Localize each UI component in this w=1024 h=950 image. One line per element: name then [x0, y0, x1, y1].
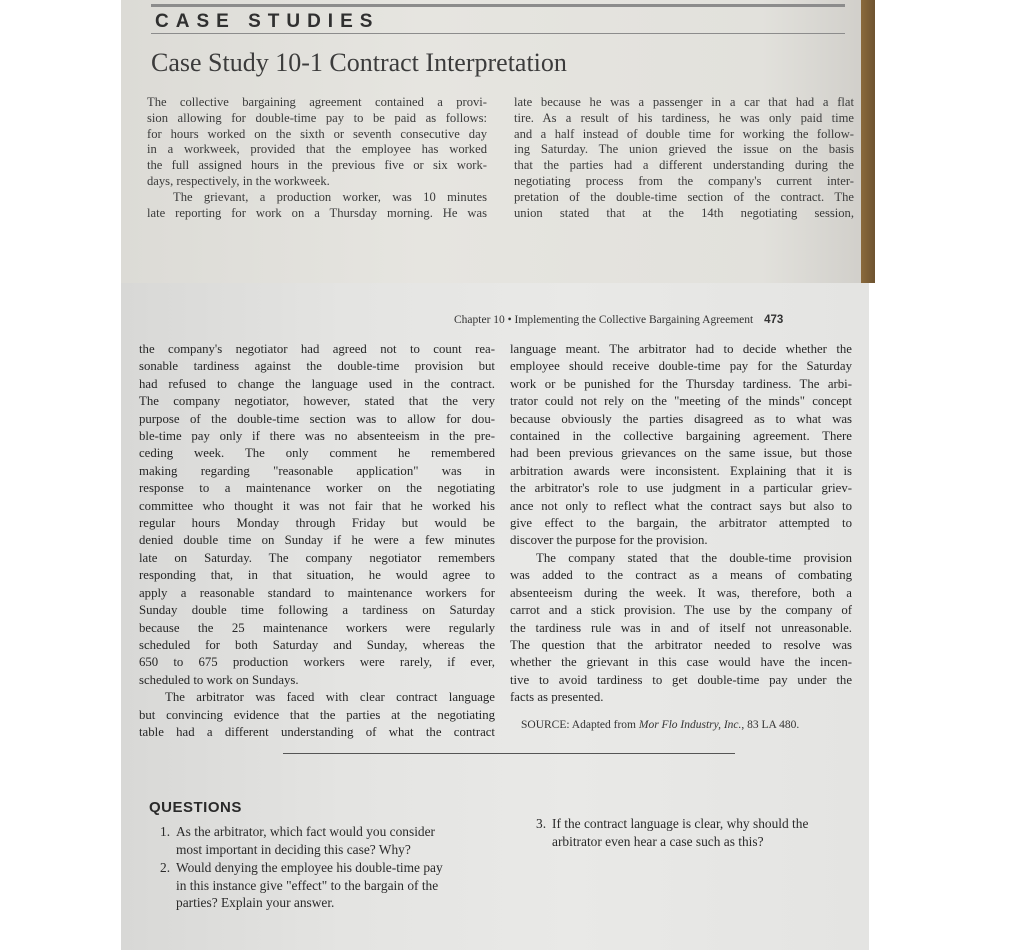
question-line: As the arbitrator, which fact would you consider: [176, 824, 436, 839]
section-heading: CASE STUDIES: [155, 11, 380, 32]
text-line: had been previous grievances on the same issue, but those: [510, 446, 852, 461]
question-1: [160, 823, 506, 858]
text-line: because the 25 maintenance workers were regularly: [139, 620, 495, 635]
source-label: SOURCE: Adapted from: [521, 719, 636, 731]
text-line: apply a reasonable standard to maintenance workers for: [139, 585, 495, 600]
text-line: the company's negotiator had agreed not to count rea-: [139, 342, 495, 356]
question-number: 3.: [536, 816, 547, 831]
question-line: If the contract language is clear, why should the: [552, 816, 809, 831]
text-line: late on Saturday. The company negotiator remembers: [139, 550, 495, 565]
text-line: sonable tardiness against the double-time provision but: [139, 359, 495, 374]
text-line: whether the grievant in this case would have the incen-: [510, 655, 852, 670]
text-line: the tardiness rule was in and of itself not unreasonable.: [510, 620, 852, 635]
text-line: late reporting for work on a Thursday morning. He was: [147, 205, 487, 220]
source-cite: , 83 LA 480.: [741, 719, 800, 731]
questions-heading: QUESTIONS: [149, 799, 242, 816]
source-citation: [521, 719, 799, 731]
text-line: tire. As a result of his tardiness, he was only paid time: [514, 110, 854, 125]
text-line: late because he was a passenger in a car that had a flat: [514, 95, 854, 109]
text-line: ceding week. The only comment he remembered: [139, 446, 495, 461]
text-line: ble-time pay only if there was no absenteeism in the pre-: [139, 429, 495, 444]
text-line: denied double time on Sunday if he were a few minutes: [139, 533, 495, 548]
question-line: in this instance give "effect" to the bargain of the: [176, 877, 439, 893]
text-line: that the parties had a different understanding during the: [514, 158, 854, 173]
question-2: [160, 859, 506, 912]
page-edge-shadow: [861, 0, 875, 283]
text-line: employee should receive double-time pay for the Saturday: [510, 359, 852, 374]
text-line: trator could not rely on the "meeting of the minds" concept: [510, 394, 852, 409]
question-number: 1.: [160, 824, 171, 839]
text-line: absenteeism during the week. It was, therefore, both a: [510, 585, 852, 600]
running-head-text: Chapter 10 • Implementing the Collective Bargaining Agreement: [454, 314, 754, 326]
text-line: the arbitrator's role to use judgment in a particular griev-: [510, 481, 852, 496]
text-line: arbitration awards were inconsistent. Explaining that it is: [510, 463, 852, 478]
text-line: discover the purpose for the provision.: [510, 533, 708, 548]
text-line: Sunday double time following a tardiness on Saturday: [139, 603, 495, 618]
running-head: [454, 314, 783, 326]
bottom-left-column: [139, 341, 495, 741]
bottom-right-column: [510, 341, 852, 707]
top-page-photo: [121, 0, 875, 283]
text-line: The question that the arbitrator needed to resolve was: [510, 637, 852, 652]
question-3: [536, 815, 862, 850]
text-line: The company negotiator, however, stated that the very: [139, 394, 495, 409]
text-line: contained in the collective bargaining agreement. There: [510, 429, 852, 444]
text-line: facts as presented.: [510, 690, 604, 705]
text-line: but convincing evidence that the parties at the negotiating: [139, 707, 495, 722]
text-line: work or be punished for the Thursday tardiness. The arbi-: [510, 376, 852, 391]
source-company: Mor Flo Industry, Inc.: [638, 719, 742, 731]
text-line: carrot and a stick provision. The use by the company of: [510, 603, 852, 618]
text-line: ing Saturday. The union grieved the issue on the basis: [514, 142, 854, 157]
bottom-page-photo: [121, 283, 869, 950]
text-line: making regarding "reasonable application" was in: [139, 463, 495, 478]
text-line: union stated that at the 14th negotiating session,: [514, 205, 854, 220]
text-line: The company stated that the double-time provision: [536, 550, 852, 565]
top-left-column: [147, 95, 487, 221]
text-line: purpose of the double-time section was to allow for dou-: [139, 411, 495, 426]
text-line: regular hours Monday through Friday but would be: [139, 516, 495, 531]
question-line: Would denying the employee his double-time pay: [176, 860, 443, 875]
text-line: The collective bargaining agreement contained a provi-: [147, 95, 487, 109]
page-number: 473: [764, 314, 784, 326]
question-number: 2.: [160, 860, 171, 875]
text-line: scheduled to work on Sundays.: [139, 672, 299, 687]
text-line: pretation of the double-time section of the contract. The: [514, 189, 854, 204]
text-line: because obviously the parties disagreed as to what was: [510, 411, 852, 426]
case-title: Case Study 10-1 Contract Interpretation: [151, 48, 567, 77]
text-line: The grievant, a production worker, was 10 minutes: [173, 189, 487, 204]
question-line: parties? Explain your answer.: [176, 895, 335, 911]
text-line: in a workweek, provided that the employee has worked: [147, 142, 487, 157]
section-rule: [151, 33, 845, 34]
text-line: 650 to 675 production workers were rarely, if ever,: [139, 655, 495, 670]
text-line: for hours worked on the sixth or seventh consecutive day: [147, 126, 487, 141]
text-line: table had a different understanding of what the contract: [139, 724, 495, 739]
top-right-column: [514, 95, 854, 221]
text-line: had refused to change the language used in the contract.: [139, 376, 495, 391]
text-line: response to a maintenance worker on the negotiating: [139, 481, 495, 496]
text-line: tive to avoid tardiness to get double-time pay under the: [510, 672, 852, 687]
text-line: was added to the contract as a means of combating: [510, 568, 852, 583]
text-line: negotiating process from the company's current inter-: [514, 173, 854, 188]
text-line: responding that, in that situation, he would agree to: [139, 568, 495, 583]
text-line: and a half instead of double time for working the follow-: [514, 126, 854, 141]
text-line: the full assigned hours in the previous five or six work-: [147, 158, 487, 173]
question-line: most important in deciding this case? Why?: [176, 841, 411, 857]
text-line: committee who thought it was not fair that he worked his: [139, 498, 495, 513]
text-line: days, respectively, in the workweek.: [147, 173, 330, 188]
text-line: The arbitrator was faced with clear contract language: [165, 690, 495, 705]
text-line: give effect to the bargain, the arbitrator attempted to: [510, 516, 852, 531]
text-line: sion allowing for double-time pay to be paid as follows:: [147, 110, 487, 125]
text-line: scheduled for both Saturday and Sunday, whereas the: [139, 637, 495, 652]
text-line: ance not only to reflect what the contract says but also to: [510, 498, 852, 513]
question-line: arbitrator even hear a case such as this?: [552, 833, 764, 849]
section-divider: [283, 753, 735, 754]
text-line: language meant. The arbitrator had to decide whether the: [510, 342, 852, 356]
top-rule: [151, 4, 845, 7]
